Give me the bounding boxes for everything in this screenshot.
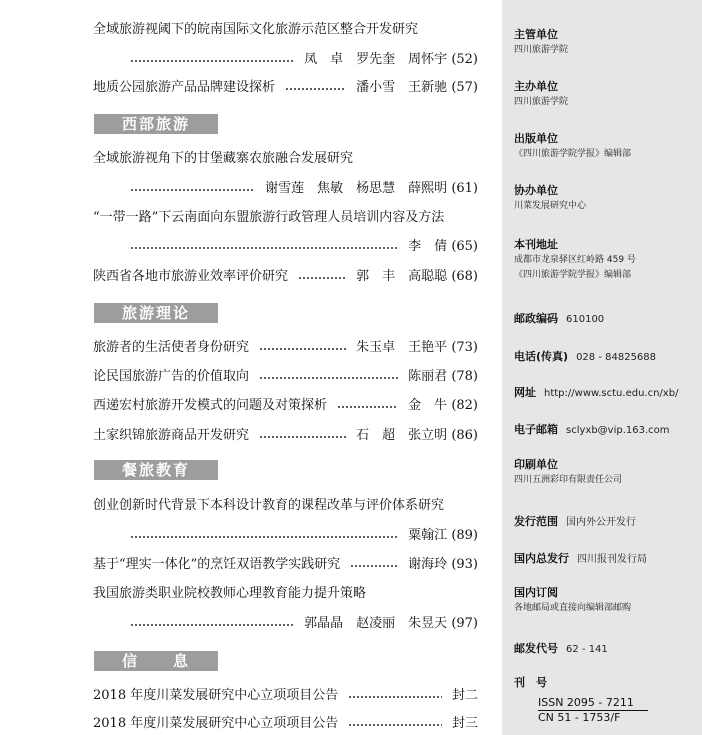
dot-leader bbox=[259, 430, 346, 444]
toc-entry-page: (93) bbox=[451, 557, 478, 572]
info-value: 川菜发展研究中心 bbox=[514, 201, 587, 211]
info-item bbox=[514, 184, 586, 213]
info-value: 《四川旅游学院学报》编辑部 bbox=[514, 270, 632, 280]
info-value: 四川报刊发行局 bbox=[577, 554, 647, 565]
toc-entry-title: 全域旅游视阈下的皖南国际文化旅游示范区整合开发研究 bbox=[93, 22, 419, 37]
toc-entry-title: 我国旅游类职业院校教师心理教育能力提升策略 bbox=[93, 586, 367, 601]
dot-leader bbox=[130, 530, 398, 544]
info-item bbox=[514, 418, 670, 437]
toc-entry-page: (57) bbox=[451, 80, 478, 95]
info-item bbox=[514, 80, 568, 109]
toc-entry-page: (89) bbox=[451, 528, 478, 543]
dot-leader bbox=[285, 82, 346, 96]
toc-entry-title: 2018 年度川菜发展研究中心立项项目公告 bbox=[93, 688, 339, 703]
info-value: 《四川旅游学院学报》编辑部 bbox=[514, 149, 632, 159]
info-item bbox=[514, 28, 568, 57]
toc-entry-page: (82) bbox=[451, 398, 478, 413]
toc-entry-authors: 谢雪莲 焦敏 杨思慧 薛熙明 bbox=[265, 181, 448, 196]
dot-leader bbox=[130, 183, 255, 197]
cn-number: CN 51 - 1753/F bbox=[538, 711, 621, 724]
toc-entry-authors: 金 牛 bbox=[408, 398, 448, 413]
info-item bbox=[514, 381, 678, 400]
toc-entry-title: 旅游者的生活使者身份研究 bbox=[93, 340, 250, 355]
section-heading: 信 息 bbox=[94, 651, 218, 671]
toc-entry-authors-page bbox=[408, 398, 478, 414]
toc-entry-authors-page bbox=[408, 239, 478, 255]
toc-entry-authors-page bbox=[356, 340, 478, 356]
toc-entry-authors-page bbox=[452, 716, 478, 732]
toc-entry-title: “一带一路”下云南面向东盟旅游行政管理人员培训内容及方法 bbox=[93, 210, 445, 225]
info-label: 国内总发行 bbox=[514, 552, 569, 565]
info-value: 62 - 141 bbox=[566, 644, 608, 655]
info-label: 发行范围 bbox=[514, 515, 558, 528]
toc-entry-authors: 谢海玲 bbox=[408, 557, 448, 572]
toc-entry-authors: 李 倩 bbox=[408, 239, 448, 254]
toc-entry-authors-page bbox=[408, 557, 478, 573]
toc-entry-page: (86) bbox=[451, 428, 478, 443]
info-item bbox=[514, 238, 636, 282]
toc-entry-page: (65) bbox=[451, 239, 478, 254]
toc-entry-title: 基于“理实一体化”的烹饪双语教学实践研究 bbox=[93, 557, 341, 572]
info-item bbox=[514, 637, 608, 656]
info-item bbox=[514, 307, 604, 326]
info-item bbox=[514, 676, 547, 690]
toc-entry-authors: 郭晶晶 赵凌丽 朱昱天 bbox=[304, 616, 448, 631]
info-value: sclyxb@vip.163.com bbox=[566, 425, 670, 436]
dot-leader bbox=[298, 271, 346, 285]
info-value: 成都市龙泉驿区红岭路 459 号 bbox=[514, 255, 636, 265]
toc-entry-title: 土家织锦旅游商品开发研究 bbox=[93, 428, 250, 443]
section-heading: 餐旅教育 bbox=[94, 460, 218, 480]
toc-entry-authors-page bbox=[408, 528, 478, 544]
info-label: 协办单位 bbox=[514, 184, 558, 197]
toc-entry-authors-page bbox=[356, 80, 478, 96]
dot-leader bbox=[348, 718, 442, 732]
toc-entry-page: (52) bbox=[451, 52, 478, 67]
toc-entry-title: 2018 年度川菜发展研究中心立项项目公告 bbox=[93, 716, 339, 731]
dot-leader bbox=[348, 690, 442, 704]
info-label: 电子邮箱 bbox=[514, 423, 558, 436]
toc-entry-authors: 石 超 张立明 bbox=[356, 428, 448, 443]
info-value: 各地邮局或直接向编辑部邮购 bbox=[514, 603, 632, 613]
toc-entry-page: (97) bbox=[451, 616, 478, 631]
dot-leader bbox=[350, 559, 398, 573]
info-value: 四川旅游学院 bbox=[514, 97, 569, 107]
dot-leader bbox=[130, 241, 398, 255]
info-item bbox=[514, 586, 631, 615]
info-label: 主办单位 bbox=[514, 80, 558, 93]
info-value: http://www.sctu.edu.cn/xb/ bbox=[544, 388, 679, 399]
toc-entry-authors: 陈丽君 bbox=[408, 369, 448, 384]
info-label: 主管单位 bbox=[514, 28, 558, 41]
toc-entry-authors: 潘小雪 王新驰 bbox=[356, 80, 448, 95]
section-heading: 西部旅游 bbox=[94, 114, 218, 134]
toc-entry-authors-page bbox=[304, 52, 478, 68]
info-value: 028 - 84825688 bbox=[576, 352, 657, 363]
info-value: 四川五洲彩印有限责任公司 bbox=[514, 475, 623, 485]
toc-entry-authors-page bbox=[356, 269, 478, 285]
info-label: 国内订阅 bbox=[514, 586, 558, 599]
dot-leader bbox=[259, 371, 398, 385]
toc-entry-authors-page bbox=[265, 181, 478, 197]
dot-leader bbox=[130, 54, 294, 68]
toc-entry-authors: 朱玉卓 王艳平 bbox=[356, 340, 448, 355]
dot-leader bbox=[337, 400, 398, 414]
dot-leader bbox=[259, 342, 346, 356]
toc-entry-page: (61) bbox=[451, 181, 478, 196]
journal-info-sidebar bbox=[502, 0, 702, 735]
info-label: 邮发代号 bbox=[514, 642, 558, 655]
info-label: 印刷单位 bbox=[514, 458, 558, 471]
toc-entry-title: 地质公园旅游产品品牌建设探析 bbox=[93, 80, 276, 95]
info-label: 出版单位 bbox=[514, 132, 558, 145]
toc-entry-authors-page bbox=[452, 688, 478, 704]
toc-entry-authors: 郭 丰 高聪聪 bbox=[356, 269, 448, 284]
info-label: 本刊地址 bbox=[514, 238, 558, 251]
issn-number: ISSN 2095 - 7211 bbox=[538, 696, 634, 709]
info-item bbox=[514, 345, 656, 364]
toc-entry-authors: 凤 卓 罗先奎 周怀宇 bbox=[304, 52, 448, 67]
toc-entry-page: (68) bbox=[451, 269, 478, 284]
info-label: 邮政编码 bbox=[514, 312, 558, 325]
info-value: 国内外公开发行 bbox=[566, 517, 636, 528]
toc-entry-authors-page bbox=[408, 369, 478, 385]
info-value: 610100 bbox=[566, 314, 605, 325]
dot-leader bbox=[130, 618, 294, 632]
info-label: 刊 号 bbox=[514, 676, 547, 689]
info-label: 电话(传真) bbox=[514, 350, 569, 363]
toc-entry-authors-page bbox=[356, 428, 478, 444]
info-item bbox=[514, 510, 636, 529]
toc-entry-title: 论民国旅游广告的价值取向 bbox=[93, 369, 250, 384]
section-heading: 旅游理论 bbox=[94, 303, 218, 323]
toc-entry-title: 陕西省各地市旅游业效率评价研究 bbox=[93, 269, 289, 284]
info-item bbox=[514, 458, 622, 487]
toc-entry-authors: 粟翰江 bbox=[408, 528, 448, 543]
toc-entry-title: 创业创新时代背景下本科设计教育的课程改革与评价体系研究 bbox=[93, 498, 445, 513]
toc-entry-page: 封三 bbox=[451, 716, 478, 731]
info-value: 四川旅游学院 bbox=[514, 45, 569, 55]
info-item bbox=[514, 547, 647, 566]
toc-entry-title: 西递宏村旅游开发模式的问题及对策探析 bbox=[93, 398, 328, 413]
toc-entry-page: 封二 bbox=[451, 688, 478, 703]
info-label: 网址 bbox=[514, 386, 536, 399]
toc-entry-title: 全域旅游视角下的甘堡藏寨农旅融合发展研究 bbox=[93, 151, 354, 166]
toc-entry-authors-page bbox=[304, 616, 478, 632]
toc-entry-page: (78) bbox=[451, 369, 478, 384]
toc-entry-page: (73) bbox=[451, 340, 478, 355]
info-item bbox=[514, 132, 631, 161]
